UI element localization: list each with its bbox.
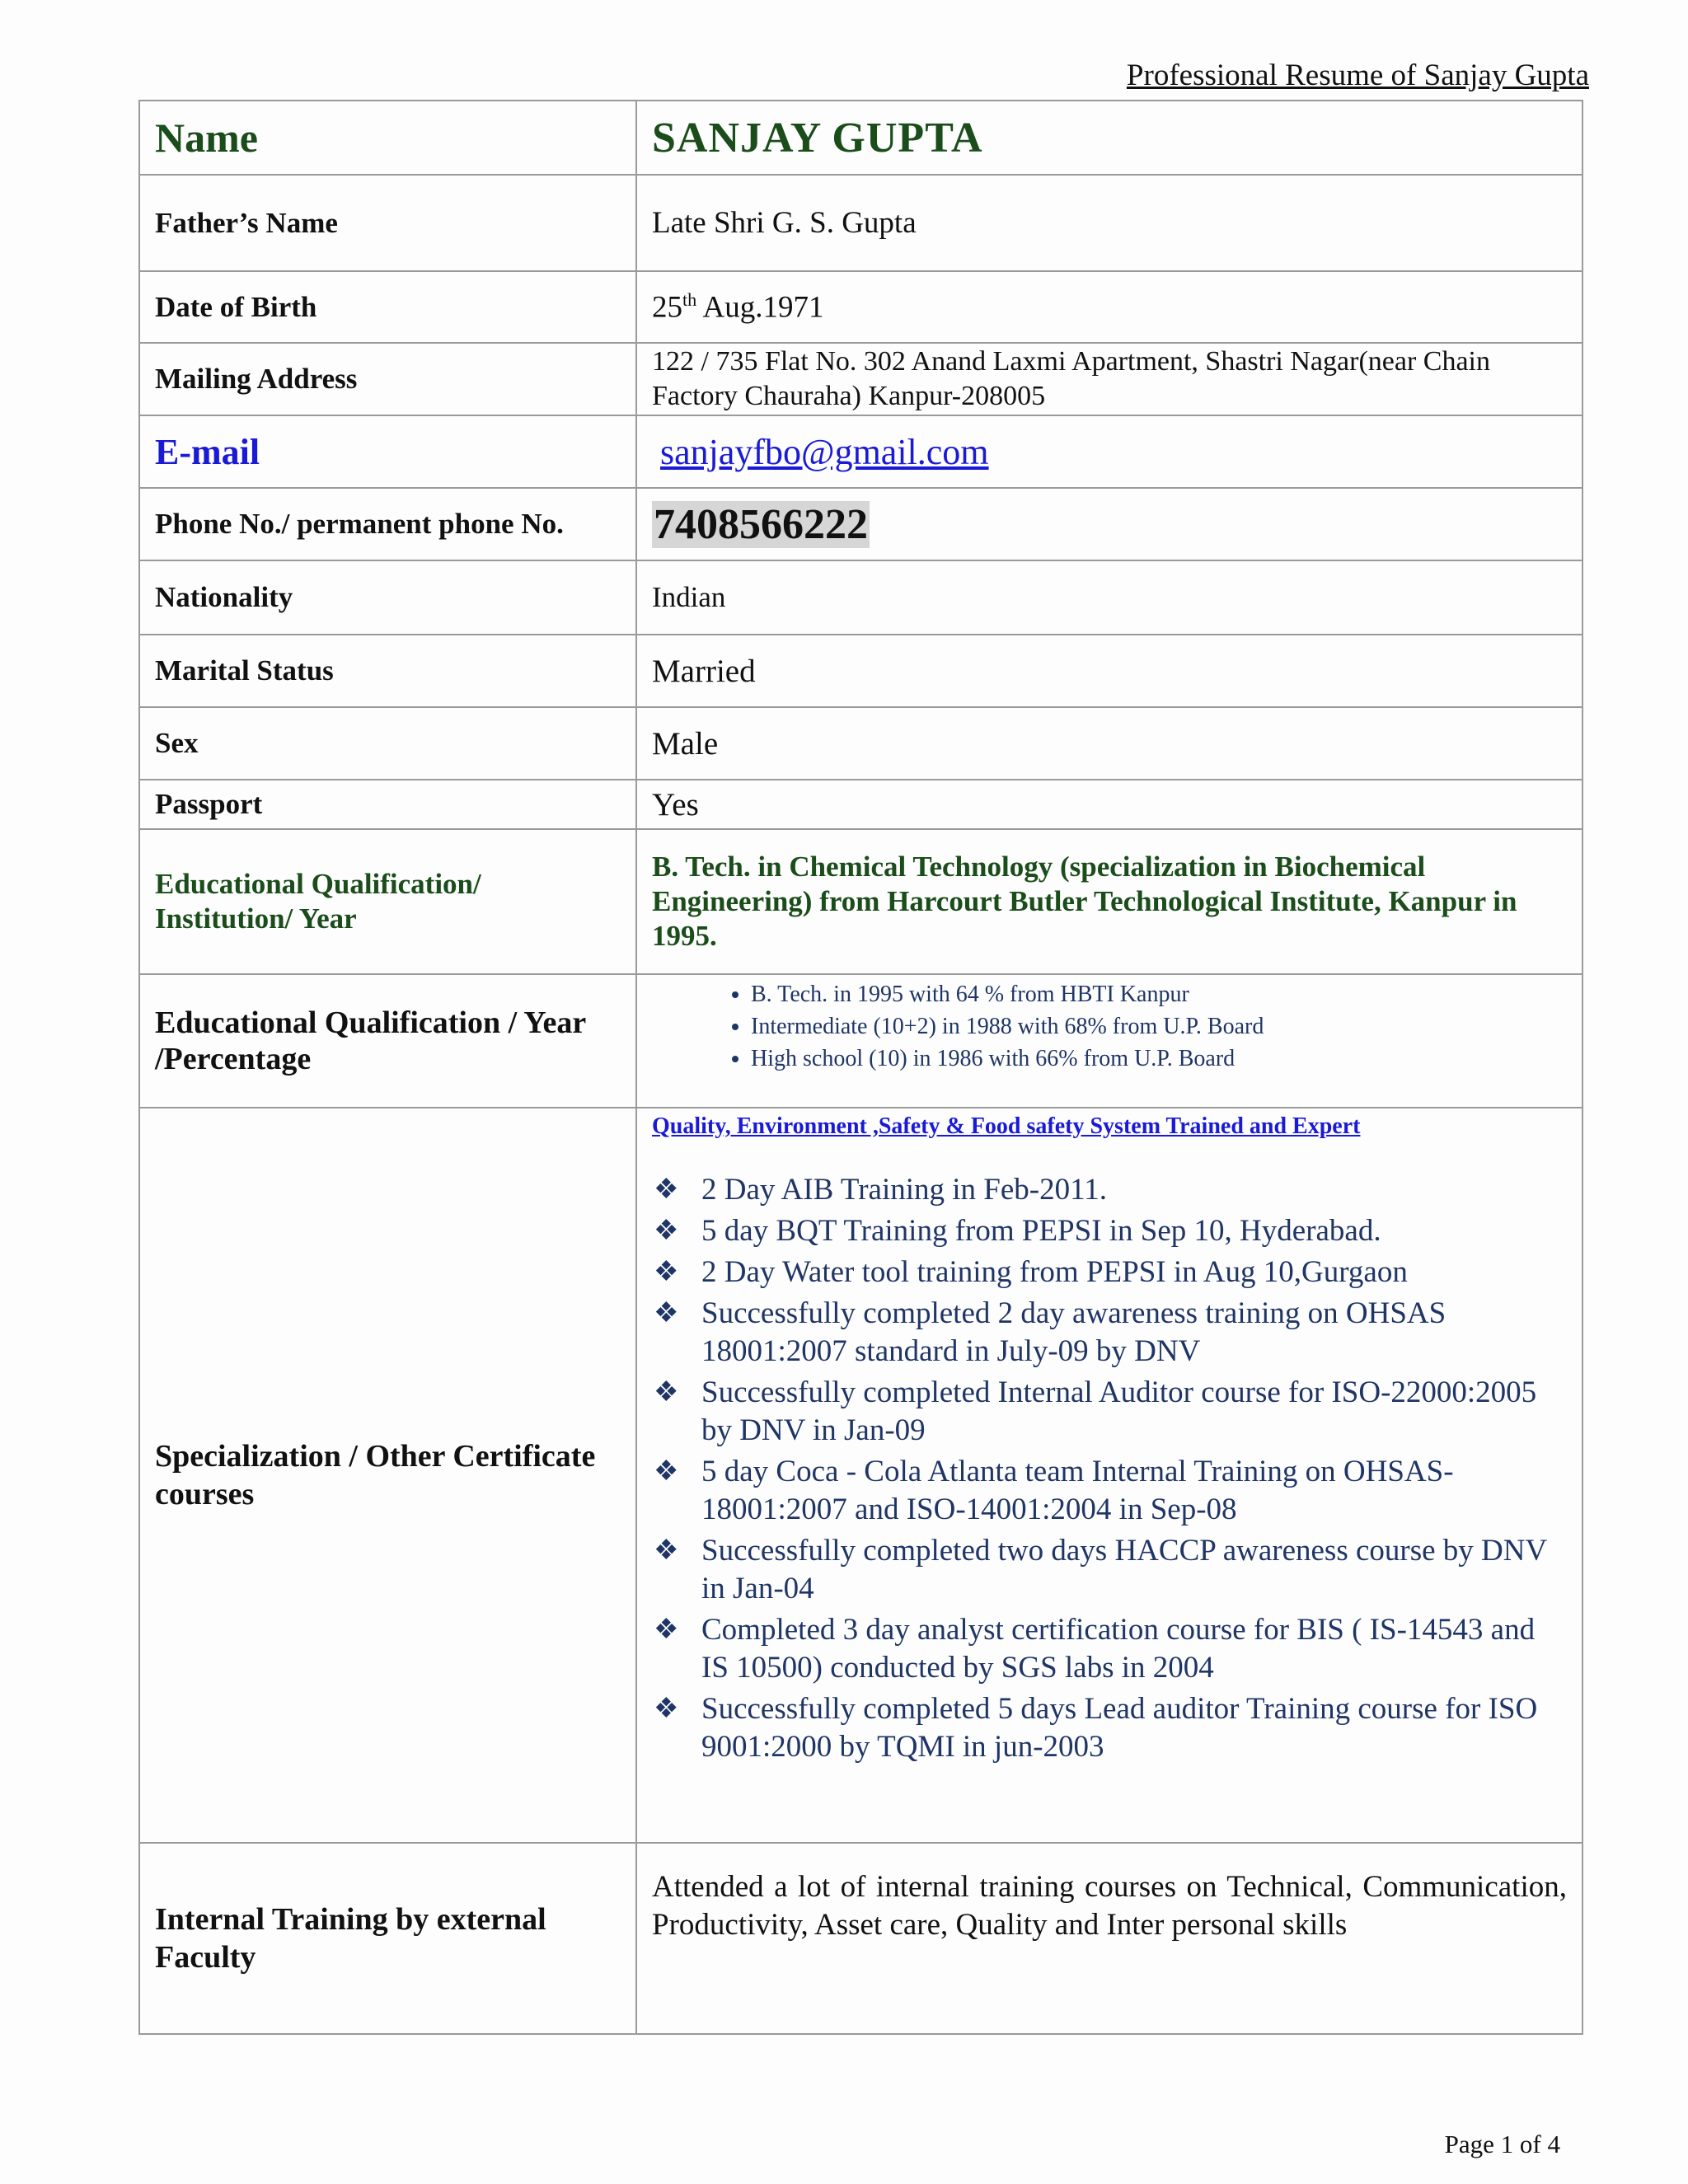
list-item-text: 2 Day AIB Training in Feb-2011. [701,1173,1107,1207]
edu-percentage-list [652,978,1567,1075]
list-item [652,1611,1567,1687]
row-specialization [139,1108,1582,1843]
email-label: E-mail [155,431,260,472]
diamond-bullet-icon: ❖ [654,1694,679,1724]
diamond-bullet-icon: ❖ [654,1257,679,1287]
address-label: Mailing Address [155,363,358,395]
marital-value: Married [652,653,756,689]
diamond-bullet-icon: ❖ [654,1174,679,1205]
list-item [652,1690,1567,1766]
page-header-title: Professional Resume of Sanjay Gupta [1126,59,1589,92]
list-item [652,1212,1567,1250]
list-item: • Intermediate (10+2) in 1988 with 68% from U.P. Board [751,1010,1567,1043]
diamond-bullet-icon: ❖ [654,1535,679,1566]
edu-institution-value: B. Tech. in Chemical Technology (specialization in Biochemical Engineering) from Harcourt Butler Technological Institute, Kanpur in 1995. [652,851,1517,952]
row-email [139,415,1582,488]
list-item-text: 2 Day Water tool training from PEPSI in Aug 10,Gurgaon [701,1255,1408,1289]
row-internal-training [139,1843,1582,2034]
list-item [652,1453,1567,1529]
name-value: SANJAY GUPTA [652,114,983,162]
list-item [652,1532,1567,1608]
phone-label: Phone No./ permanent phone No. [155,508,564,540]
list-item: • High school (10) in 1986 with 66% from U.P. Board [751,1043,1567,1075]
list-item [652,1171,1567,1209]
page-number: Page 1 of 4 [1444,2130,1560,2158]
sex-label: Sex [155,727,199,759]
specialization-title: Quality, Environment ,Safety & Food safety System Trained and Expert [652,1113,1361,1139]
diamond-bullet-icon: ❖ [654,1456,679,1487]
list-item [652,1254,1567,1291]
marital-label: Marital Status [155,654,334,687]
row-phone [139,488,1582,560]
father-label: Father’s Name [155,206,338,239]
list-item [652,1295,1567,1371]
resume-table [138,100,1583,2035]
dob-label: Date of Birth [155,290,317,323]
list-item-text: Successfully completed Internal Auditor course for ISO-22000:2005 by DNV in Jan-09 [701,1376,1537,1447]
row-marital [139,635,1582,707]
list-item-text: Successfully completed two days HACCP awareness course by DNV in Jan-04 [701,1534,1547,1605]
name-label: Name [155,115,258,161]
email-link[interactable]: sanjayfbo@gmail.com [660,431,989,472]
sex-value: Male [652,725,719,762]
dob-value [636,271,1582,343]
list-item-text: 5 day Coca - Cola Atlanta team Internal Training on OHSAS-18001:2007 and ISO-14001:2004 in Sep-08 [701,1455,1454,1526]
dob-suffix: th [682,288,697,310]
row-dob [139,271,1582,343]
father-value: Late Shri G. S. Gupta [652,206,917,240]
nationality-label: Nationality [155,581,293,613]
diamond-bullet-icon: ❖ [654,1615,679,1645]
passport-value: Yes [652,786,699,823]
diamond-bullet-icon: ❖ [654,1216,679,1246]
row-edu-percentage [139,974,1582,1108]
passport-label: Passport [155,788,263,820]
diamond-bullet-icon: ❖ [654,1377,679,1408]
specialization-label: Specialization / Other Certificate courses [155,1439,596,1511]
diamond-bullet-icon: ❖ [654,1298,679,1329]
edu-institution-label: Educational Qualification/ Institution/ Year [155,868,481,935]
phone-value: 7408566222 [654,500,868,548]
list-item-text: 5 day BQT Training from PEPSI in Sep 10, Hyderabad. [701,1214,1381,1248]
list-item [652,1374,1567,1450]
list-item: • B. Tech. in 1995 with 64 % from HBTI Kanpur [751,978,1567,1010]
dob-rest: Aug.1971 [696,290,824,325]
edu-percentage-label: Educational Qualification / Year /Percentage [155,1005,586,1076]
row-edu-institution [139,829,1582,974]
list-item-text: Completed 3 day analyst certification course for BIS ( IS-14543 and IS 10500) conducted by SGS labs in 2004 [701,1613,1536,1685]
row-address [139,343,1582,415]
row-father [139,175,1582,271]
row-sex [139,707,1582,780]
internal-training-value: Attended a lot of internal training courses on Technical, Communication, Productivity, Asset care, Quality and Inter personal skills [652,1870,1567,1942]
nationality-value: Indian [652,581,726,613]
dob-day: 25 [652,290,682,325]
list-item-text: Successfully completed 2 day awareness training on OHSAS 18001:2007 standard in July-09 by DNV [701,1296,1447,1368]
row-passport [139,780,1582,829]
row-name [139,101,1582,175]
address-value: 122 / 735 Flat No. 302 Anand Laxmi Apartment, Shastri Nagar(near Chain Factory Chauraha) Kanpur-208005 [652,346,1490,411]
row-nationality [139,560,1582,635]
internal-training-label: Internal Training by external Faculty [155,1902,546,1975]
specialization-list [652,1171,1567,1766]
list-item-text: Successfully completed 5 days Lead auditor Training course for ISO 9001:2000 by TQMI in jun-2003 [701,1692,1538,1764]
